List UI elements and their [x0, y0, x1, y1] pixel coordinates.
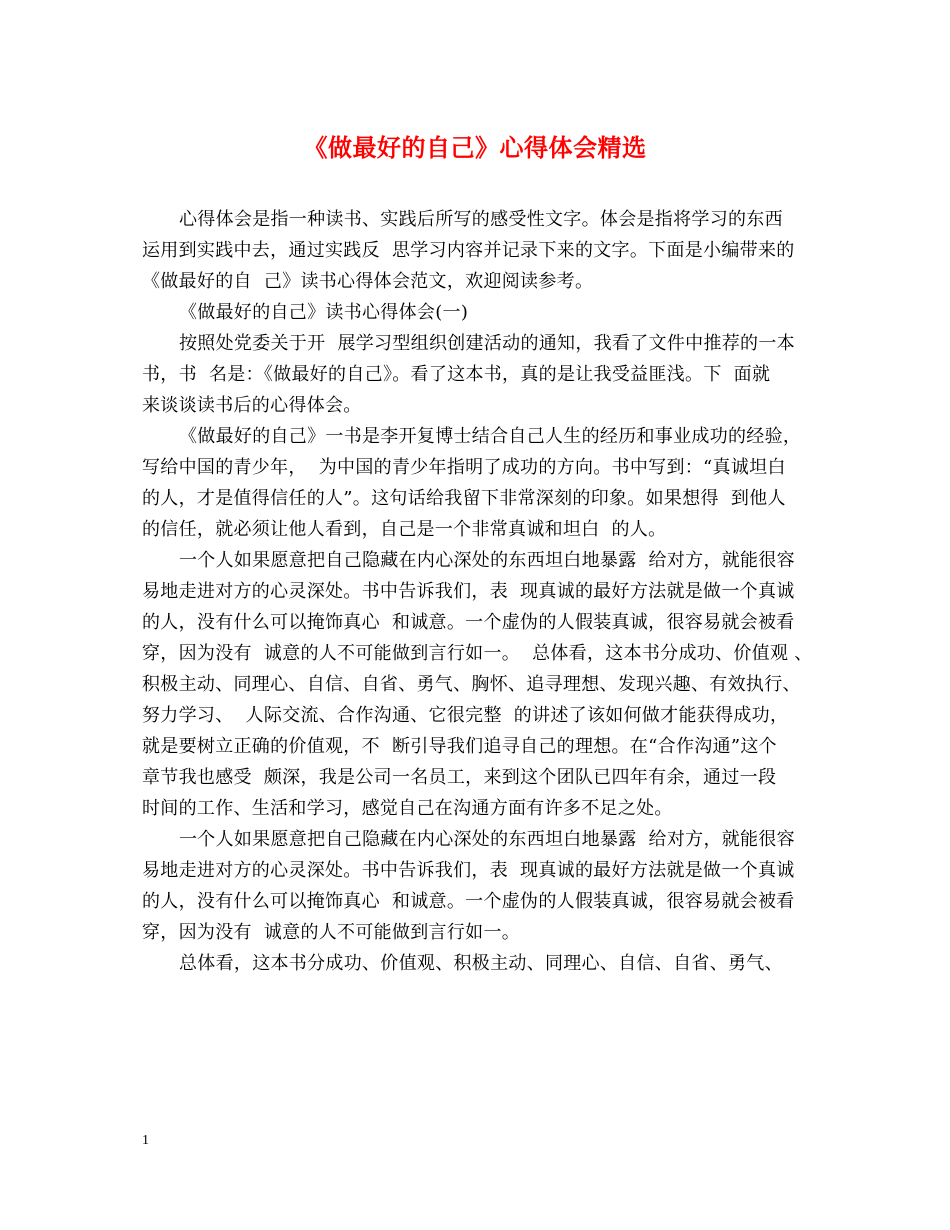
text-line: 就是要树立正确的价值观，不 断引导我们追寻自己的理想。在“合作沟通”这个	[142, 736, 777, 757]
text-line: 的人，才是值得信任的人”。这句话给我留下非常深刻的印象。如果想得 到他人	[142, 488, 786, 509]
text-line: 按照处党委关于开 展学习型组织创建活动的通知，我看了文件中推荐的一本	[179, 333, 795, 354]
text-line: 的人，没有什么可以掩饰真心 和诚意。一个虚伪的人假装真诚，很容易就会被看	[142, 891, 795, 912]
text-line: 一个人如果愿意把自己隐藏在内心深处的东西坦白地暴露 给对方，就能很容	[179, 829, 795, 850]
text-line: 写给中国的青少年， 为中国的青少年指明了成功的方向。书中写到：“真诚坦白	[142, 457, 786, 478]
text-line: 易地走进对方的心灵深处。书中告诉我们，表 现真诚的最好方法就是做一个真诚	[142, 860, 795, 881]
text-line: 的人，没有什么可以掩饰真心 和诚意。一个虚伪的人假装真诚，很容易就会被看	[142, 612, 795, 633]
text-line: 书，书 名是：《做最好的自己》。看了这本书，真的是让我受益匪浅。下 面就	[142, 364, 771, 385]
text-line: 积极主动、同理心、自信、自省、勇气、胸怀、追寻理想、发现兴趣、有效执行、	[142, 674, 801, 695]
document-title: 《做最好的自己》心得体会精选	[303, 133, 647, 162]
text-line: 穿，因为没有 诚意的人不可能做到言行如一。	[142, 922, 521, 943]
text-line: 心得体会是指一种读书、实践后所写的感受性文字。体会是指将学习的东西	[179, 209, 783, 230]
section-heading: 《做最好的自己》读书心得体会(一)	[179, 302, 469, 323]
document-body	[142, 204, 822, 979]
text-line: 运用到实践中去，通过实践反 思学习内容并记录下来的文字。下面是小编带来的	[142, 240, 795, 261]
page-number: 1	[142, 1133, 149, 1148]
text-line: 一个人如果愿意把自己隐藏在内心深处的东西坦白地暴露 给对方，就能很容	[179, 550, 795, 571]
text-line: 努力学习、 人际交流、合作沟通、它很完整 的讲述了该如何做才能获得成功，	[142, 705, 789, 726]
text-line: 易地走进对方的心灵深处。书中告诉我们，表 现真诚的最好方法就是做一个真诚	[142, 581, 795, 602]
text-line: 时间的工作、生活和学习，感觉自己在沟通方面有许多不足之处。	[142, 798, 673, 819]
text-line: 的信任，就必须让他人看到，自己是一个非常真诚和坦白 的人。	[142, 519, 667, 540]
text-line: 《做最好的自己》一书是李开复博士结合自己人生的经历和事业成功的经验，	[179, 426, 802, 447]
text-line: 《做最好的自 己》读书心得体会范文，欢迎阅读参考。	[142, 271, 594, 292]
text-line: 章节我也感受 颇深，我是公司一名员工，来到这个团队已四年有余，通过一段	[142, 767, 777, 788]
text-line: 来谈谈读书后的心得体会。	[142, 395, 362, 416]
text-line: 总体看，这本书分成功、价值观、积极主动、同理心、自信、自省、勇气、	[179, 953, 783, 974]
text-line: 穿，因为没有 诚意的人不可能做到言行如一。 总体看，这本书分成功、价值观 、	[142, 643, 813, 664]
